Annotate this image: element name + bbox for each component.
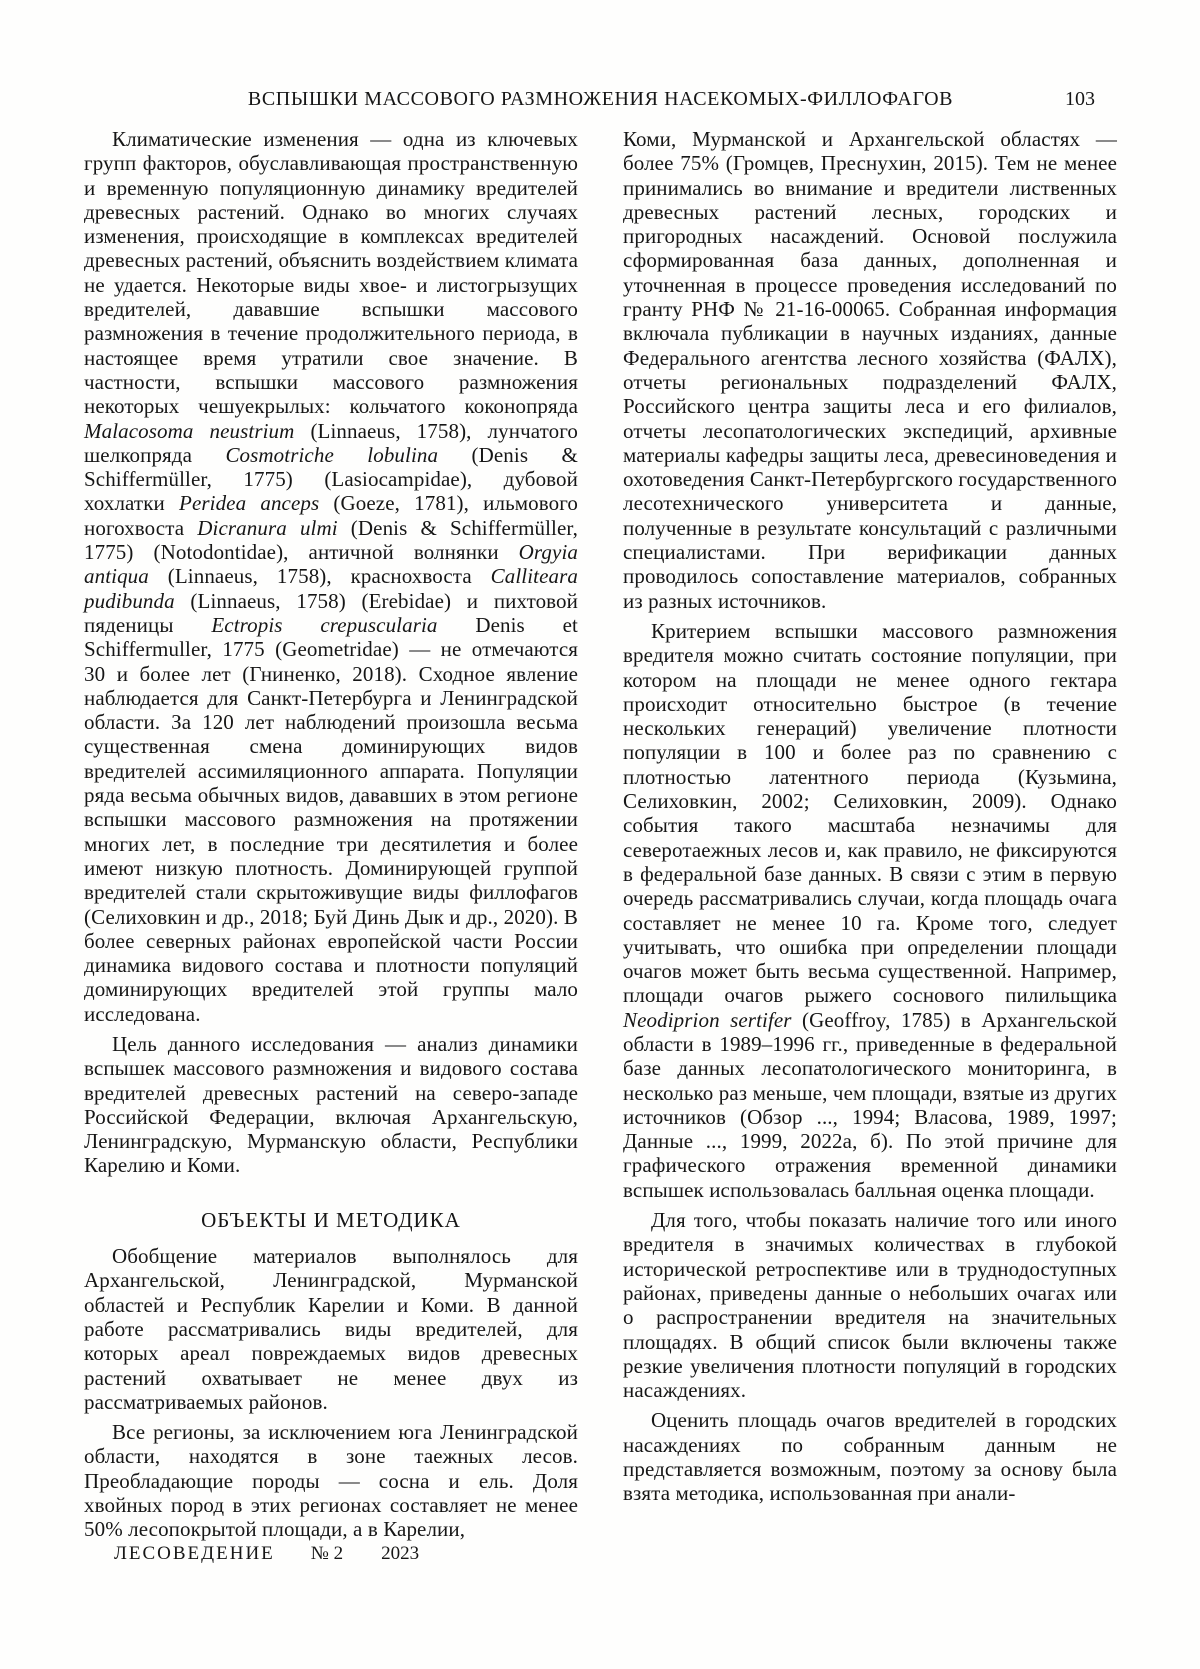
- body-text: Для того, чтобы показать наличие того или иного вредителя в значимых количествах в глубокой исторической ретроспективе или в труднодоступных районах, приведены данные о небольших очагах или о распространении вредителя на значительных площадях. В общий список были включены также резкие увеличения плотности популяций в городских насаждениях.: [623, 1208, 1117, 1403]
- body-text: Цель данного исследования — анализ динамики вспышек массового размножения и видового состава вредителей древесных растений на северо-западе Российской Федерации, включая Архангельскую, Ленинградскую, Мурманскую области, Республики Карелию и Коми.: [84, 1031, 578, 1178]
- species-name: Ectropis crepuscularia: [211, 612, 438, 637]
- publication-year: 2023: [381, 1543, 420, 1564]
- paragraph: [84, 1032, 578, 1178]
- body-text: (Geoffroy, 1785) в Архангельской области в 1989–1996 гг., приведенные в федеральной базе данных лесопатологического мониторинга, в несколько раз меньше, чем площади, взятые из других источников (Обзор ..., 1994; Власова, 1989, 1997; Данные ..., 1999, 2022а, б). По этой причине для графического отражения временной динамики вспышек использовалась балльная оценка площади.: [623, 1007, 1117, 1202]
- running-head: [84, 88, 1117, 118]
- body-text: (Denis & Schiffermüller, 1775) (Notodontidae), античной волнянки: [84, 515, 578, 565]
- section-heading: ОБЪЕКТЫ И МЕТОДИКА: [201, 1207, 461, 1232]
- paragraph: [623, 1208, 1117, 1402]
- body-text: Все регионы, за исключением юга Ленинградской области, находятся в зоне таежных лесов. Преобладающие породы — сосна и ель. Доля хвойных пород в этих регионах составляет не менее 50% лесопокрытой площади, а в Карелии,: [84, 1420, 578, 1542]
- species-name: Calliteara pudibunda: [84, 564, 578, 613]
- body-text: (Denis & Schiffermüller, 1775) (Lasiocampidae), дубовой хохлатки: [84, 442, 578, 516]
- body-text: Обобщение материалов выполнялось для Архангельской, Ленинградской, Мурманской областей и Республик Карелии и Коми. В данной работе рассматривались виды вредителей, для которых ареал повреждаемых видов древесных растений охватывает не менее двух из рассматриваемых районов.: [84, 1244, 578, 1414]
- species-name: Peridea anceps: [179, 491, 320, 516]
- species-name: Neodiprion sertifer: [623, 1007, 792, 1032]
- body-text: (Linnaeus, 1758), лунчатого шелкопряда: [84, 418, 578, 467]
- species-name: Orgyia antiqua: [84, 540, 578, 589]
- paragraph: [84, 127, 578, 1026]
- body-text: (Linnaeus, 1758) (Erebidae) и пихтовой пяденицы: [84, 588, 578, 637]
- body-text: Коми, Мурманской и Архангельской областях — более 75% (Громцев, Преснухин, 2015). Тем не менее принимались во внимание и вредители лиственных древесных растений лесных, городских и пригородных насаждений. Основой послужила сформированная база данных, дополненная и уточненная в процессе проведения исследований по гранту РНФ № 21-16-00065. Собранная информация включала публикации в научных изданиях, данные Федерального агентства лесного хозяйства (ФАЛХ), отчеты региональных подразделений ФАЛХ, Российского центра защиты леса и его филиалов, отчеты лесопатологических экспедиций, архивные материалы кафедры защиты леса, древесиноведения и охотоведения Санкт-Петербургского государственного лесотехнического университета и данные, полученные в результате консультаций с различными специалистами. При верификации данных проводилось сопоставление материалов, собранных из разных источников.: [623, 127, 1117, 613]
- issue-number: № 2: [310, 1543, 344, 1564]
- paragraph: [84, 1420, 578, 1541]
- body-text: Климатические изменения — одна из ключевых групп факторов, обуславливающая пространственную и временную популяционную динамику вредителей древесных растений. Однако во многих случаях изменения, происходящие в комплексах вредителей древесных растений, объяснить воздействием климата не удается. Некоторые виды хвое- и листогрызущих вредителей, дававшие вспышки массового размножения в течение продолжительного периода, в настоящее время утратили свое значение. В частности, вспышки массового размножения некоторых чешуекрылых: кольчатого коконопряда: [84, 127, 578, 419]
- running-title: ВСПЫШКИ МАССОВОГО РАЗМНОЖЕНИЯ НАСЕКОМЫХ-ФИЛЛОФАГОВ: [247, 88, 954, 110]
- journal-name: ЛЕСОВЕДЕНИЕ: [114, 1543, 275, 1564]
- body-text: (Goeze, 1781), ильмового ногохвоста: [84, 491, 578, 540]
- body-text: Оценить площадь очагов вредителей в городских насаждениях по собранным данным не представляется возможным, поэтому за основу была взята методика, использованная при анали-: [623, 1408, 1117, 1506]
- species-name: Cosmotriche lobulina: [225, 442, 439, 467]
- paragraph: [623, 619, 1117, 1202]
- journal-footer: [114, 1543, 419, 1565]
- two-column-body: [84, 127, 1117, 1548]
- species-name: Malacosoma neustrium: [84, 418, 295, 443]
- paragraph: [623, 1408, 1117, 1505]
- right-column: [623, 127, 1117, 1548]
- body-text: Критерием вспышки массового размножения вредителя можно считать состояние популяции, при котором на площади не менее одного гектара происходит относительно быстрое (в течение нескольких генераций) увеличение плотности популяции в 100 и более раз по сравнению с плотностью латентного периода (Кузьмина, Селиховкин, 2002; Селиховкин, 2009). Однако события такого масштаба незначимы для северотаежных лесов и, как правило, не фиксируются в федеральной базе данных. В связи с этим в первую очередь рассматривались случаи, когда площадь очага составляет не менее 10 га. Кроме того, следует учитывать, что ошибка при определении площади очагов может быть весьма существенной. Например, площади очагов рыжего соснового пилильщика: [623, 618, 1117, 1008]
- left-column: [84, 127, 578, 1548]
- body-text: Denis et Schiffermuller, 1775 (Geometridae) — не отмечаются 30 и более лет (Гниненко, 2018). Сходное явление наблюдается для Санкт-Петербурга и Ленинградской области. За 120 лет наблюдений произошла весьма существенная смена доминирующих видов вредителей ассимиляционного аппарата. Популяции ряда весьма обычных видов, дававших в этом регионе вспышки массового размножения на протяжении многих лет, в последние три десятилетия и более имеют низкую плотность. Доминирующей группой вредителей стали скрытоживущие виды филлофагов (Селиховкин и др., 2018; Буй Динь Дык и др., 2020). В более северных районах европейской части России динамика видового состава и плотности популяций доминирующих вредителей этой группы мало исследована.: [84, 612, 578, 1026]
- species-name: Dicranura ulmi: [197, 515, 338, 540]
- page-number: 103: [1065, 88, 1095, 110]
- paragraph: [623, 127, 1117, 613]
- paragraph: [84, 1244, 578, 1414]
- body-text: (Linnaeus, 1758), краснохвоста: [148, 564, 491, 589]
